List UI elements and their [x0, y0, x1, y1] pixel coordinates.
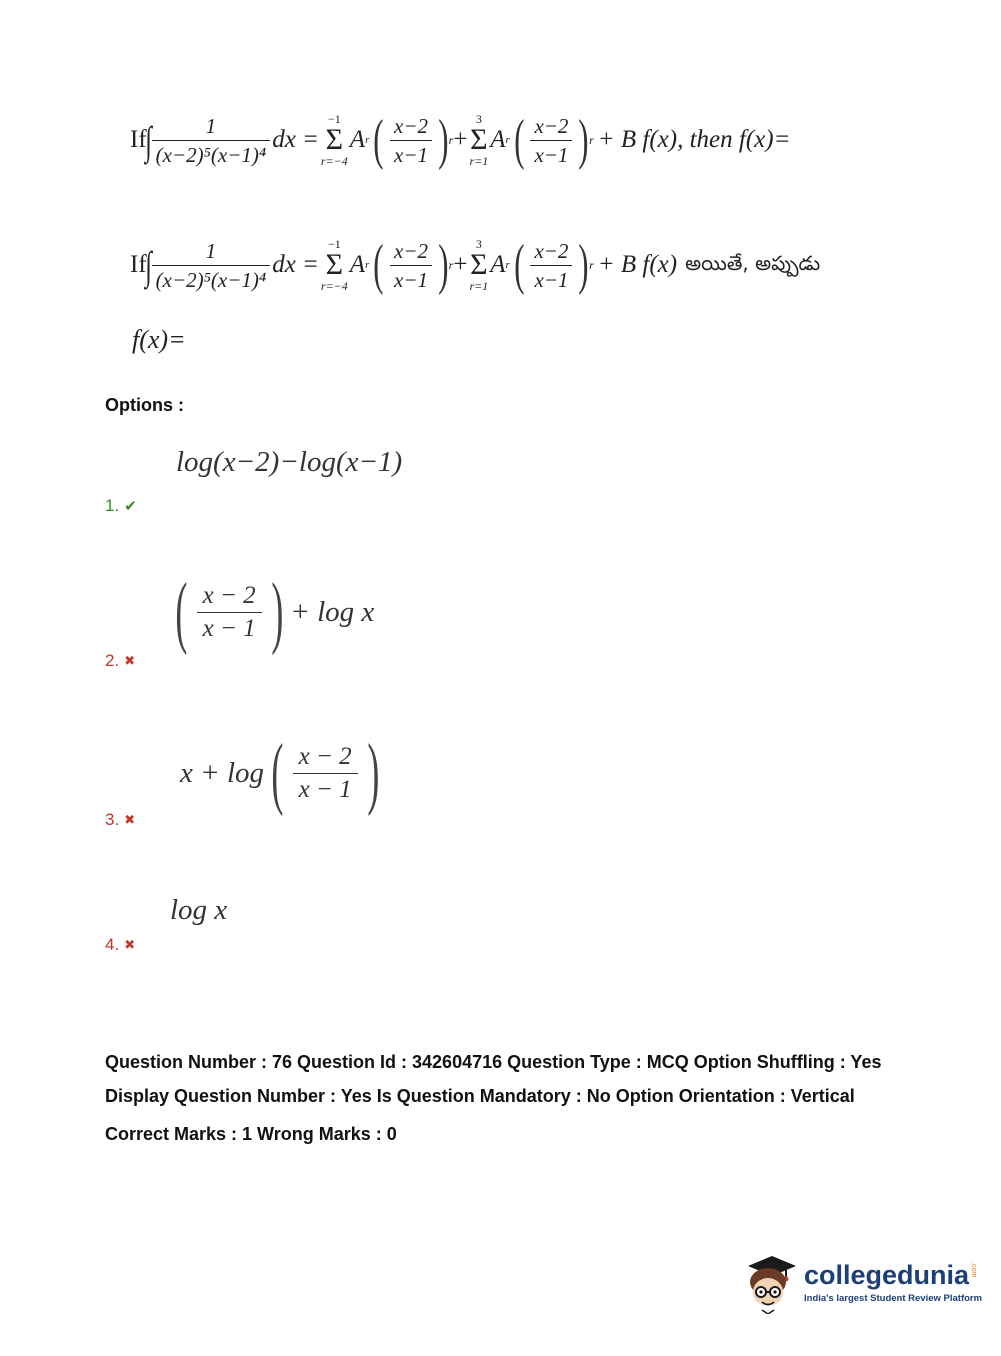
option-4-expression: log x: [170, 894, 228, 926]
question-meta-line-2: Display Question Number : Yes Is Question Mandatory : No Option Orientation : Vertical: [105, 1086, 855, 1106]
question-english: If ∫ $\frac{1}{\text{(x−2)⁵(x−1)⁴}}$ dx = −1 Σ r=−4 A r ( $\frac{x-2}{x-1}$ ) r + 3 Σ r=1 A r ( $\frac{x-2}{x-1}$ ) r + B f(x) , then f(x)=: [130, 109, 791, 171]
sum-one: −1 Σ r=−4: [320, 112, 348, 168]
question-meta-line-1: Question Number : 76 Question Id : 342604716 Question Type : MCQ Option Shuffling : Yes: [105, 1052, 882, 1072]
option-1-number: 1. ✔: [105, 496, 137, 515]
options-label: Options :: [105, 395, 184, 415]
option-2-expression: ( x − 2 x − 1 ) + log x: [175, 568, 375, 656]
integral-sign: ∫: [144, 117, 152, 163]
option-1-expression: log(x−2)−log(x−1): [176, 446, 403, 478]
cross-icon: ✖: [124, 812, 136, 827]
telugu-then-text: అయితే, అప్పుడు: [685, 250, 821, 275]
mascot-icon: [742, 1252, 798, 1314]
dx-text: dx =: [272, 126, 319, 153]
cross-icon: ✖: [124, 653, 136, 668]
then-text: , then f(x)=: [677, 126, 791, 153]
option-3-expression: x + log ( x − 2 x − 1 ): [180, 729, 379, 817]
collegedunia-logo: [742, 1252, 982, 1314]
cross-icon: ✖: [124, 937, 136, 952]
option-3-number: 3. ✖: [105, 810, 136, 829]
telugu-fx-line: f(x)=: [132, 325, 186, 354]
logo-wordmark: collegedunia: [804, 1260, 970, 1290]
question-telugu: If ∫ $\frac{1}{\text{(x−2)⁵(x−1)⁴}}$ dx = −1 Σ r=−4 A r ( $\frac{x-2}{x-1}$ ) r + 3 Σ r=1 A r ( $\frac{x-2}{x-1}$ ) r + B f(x) అయితే, అప్పుడు: [130, 234, 821, 296]
sum-two: 3 Σ r=1: [469, 112, 489, 168]
ratio-fraction-2: $\frac{x-2}{x-1}$: [530, 114, 572, 167]
integrand-fraction: $\frac{1}{\text{(x−2)⁵(x−1)⁴}}$: [152, 114, 271, 167]
if-text: If: [130, 126, 147, 153]
option-2-number: 2. ✖: [105, 651, 136, 670]
logo-com: .com: [970, 1262, 978, 1278]
logo-tagline: India's largest Student Review Platform: [804, 1293, 983, 1304]
ratio-fraction-1: $\frac{x-2}{x-1}$: [390, 114, 432, 167]
option-4-number: 4. ✖: [105, 935, 136, 954]
check-icon: ✔: [124, 498, 137, 515]
question-meta-line-3: Correct Marks : 1 Wrong Marks : 0: [105, 1124, 397, 1144]
